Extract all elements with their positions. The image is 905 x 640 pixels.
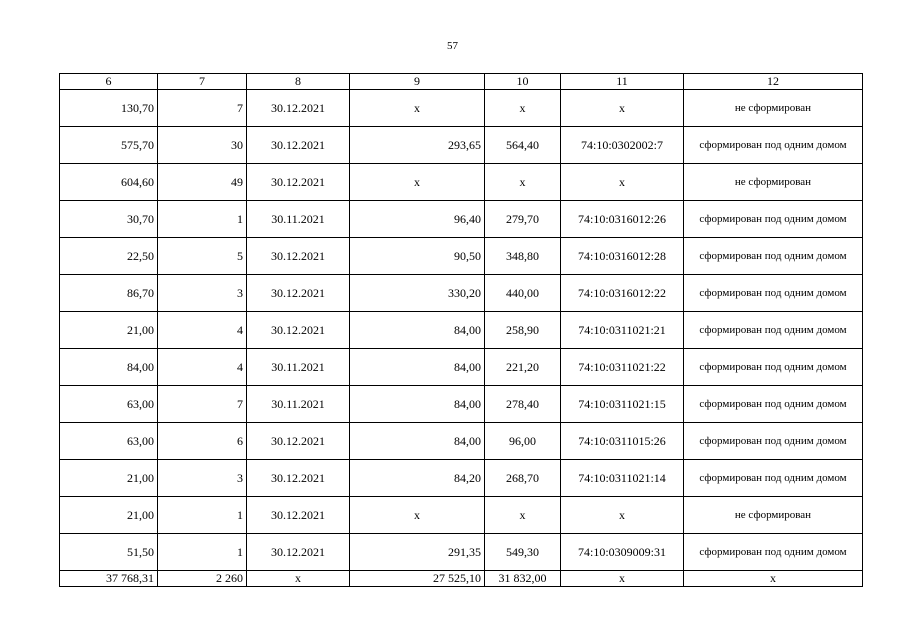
cell-count: 7 xyxy=(158,386,247,423)
column-header: 11 xyxy=(561,74,684,90)
cell-cadastral-number: 74:10:0302002:7 xyxy=(561,127,684,164)
cell-date: 30.11.2021 xyxy=(247,201,350,238)
cell-date: 30.12.2021 xyxy=(247,423,350,460)
cell-count: 4 xyxy=(158,349,247,386)
cell-value-10: 96,00 xyxy=(485,423,561,460)
total-cell: 27 525,10 xyxy=(350,571,485,587)
cell-value-10: 278,40 xyxy=(485,386,561,423)
column-header: 12 xyxy=(684,74,863,90)
cell-status: не сформирован xyxy=(684,90,863,127)
cell-value-10: 549,30 xyxy=(485,534,561,571)
table-row xyxy=(60,460,863,497)
cell-count: 6 xyxy=(158,423,247,460)
table-row xyxy=(60,127,863,164)
cell-status: сформирован под одним домом xyxy=(684,386,863,423)
table-row xyxy=(60,423,863,460)
cell-area: 604,60 xyxy=(60,164,158,201)
cell-date: 30.12.2021 xyxy=(247,497,350,534)
column-header: 8 xyxy=(247,74,350,90)
cell-status: сформирован под одним домом xyxy=(684,460,863,497)
cell-value-9: 84,00 xyxy=(350,386,485,423)
header-row xyxy=(60,74,863,90)
cell-cadastral-number: 74:10:0311021:15 xyxy=(561,386,684,423)
cell-status: сформирован под одним домом xyxy=(684,238,863,275)
cell-date: 30.12.2021 xyxy=(247,90,350,127)
cell-cadastral-number: 74:10:0309009:31 xyxy=(561,534,684,571)
cell-area: 51,50 xyxy=(60,534,158,571)
column-header: 9 xyxy=(350,74,485,90)
table-row xyxy=(60,164,863,201)
table-row xyxy=(60,497,863,534)
cell-area: 575,70 xyxy=(60,127,158,164)
cell-count: 1 xyxy=(158,534,247,571)
cell-value-9: 90,50 xyxy=(350,238,485,275)
cell-value-10: х xyxy=(485,497,561,534)
cell-value-10: 348,80 xyxy=(485,238,561,275)
cell-cadastral-number: х xyxy=(561,90,684,127)
cell-value-10: х xyxy=(485,164,561,201)
cell-status: сформирован под одним домом xyxy=(684,201,863,238)
cell-count: 4 xyxy=(158,312,247,349)
cell-status: сформирован под одним домом xyxy=(684,423,863,460)
cell-area: 21,00 xyxy=(60,497,158,534)
cell-area: 130,70 xyxy=(60,90,158,127)
cell-area: 63,00 xyxy=(60,386,158,423)
cell-value-9: 84,00 xyxy=(350,349,485,386)
total-cell: х xyxy=(561,571,684,587)
cell-status: сформирован под одним домом xyxy=(684,127,863,164)
cell-date: 30.12.2021 xyxy=(247,275,350,312)
cell-count: 1 xyxy=(158,201,247,238)
cell-count: 49 xyxy=(158,164,247,201)
cell-value-9: 84,00 xyxy=(350,423,485,460)
cell-cadastral-number: х xyxy=(561,164,684,201)
cell-value-10: 564,40 xyxy=(485,127,561,164)
cell-area: 30,70 xyxy=(60,201,158,238)
table-row xyxy=(60,238,863,275)
cell-cadastral-number: 74:10:0316012:22 xyxy=(561,275,684,312)
cell-value-10: 279,70 xyxy=(485,201,561,238)
cell-value-10: 440,00 xyxy=(485,275,561,312)
cell-value-9: 84,20 xyxy=(350,460,485,497)
cell-value-10: 258,90 xyxy=(485,312,561,349)
cell-value-9: 293,65 xyxy=(350,127,485,164)
cell-date: 30.12.2021 xyxy=(247,164,350,201)
cell-value-9: 330,20 xyxy=(350,275,485,312)
cell-value-9: х xyxy=(350,497,485,534)
cell-value-9: 96,40 xyxy=(350,201,485,238)
cell-status: не сформирован xyxy=(684,164,863,201)
cell-value-9: 291,35 xyxy=(350,534,485,571)
table-row xyxy=(60,201,863,238)
cell-count: 3 xyxy=(158,460,247,497)
cell-cadastral-number: 74:10:0311021:21 xyxy=(561,312,684,349)
cell-date: 30.12.2021 xyxy=(247,238,350,275)
total-cell: х xyxy=(247,571,350,587)
cell-status: сформирован под одним домом xyxy=(684,312,863,349)
cell-area: 21,00 xyxy=(60,312,158,349)
table-row xyxy=(60,386,863,423)
cell-date: 30.12.2021 xyxy=(247,460,350,497)
cell-cadastral-number: 74:10:0316012:28 xyxy=(561,238,684,275)
page-number: 57 xyxy=(447,40,458,52)
cell-cadastral-number: 74:10:0311021:22 xyxy=(561,349,684,386)
cell-area: 22,50 xyxy=(60,238,158,275)
cell-value-9: х xyxy=(350,164,485,201)
cell-count: 1 xyxy=(158,497,247,534)
cell-status: сформирован под одним домом xyxy=(684,534,863,571)
cell-cadastral-number: х xyxy=(561,497,684,534)
column-header: 10 xyxy=(485,74,561,90)
cell-count: 30 xyxy=(158,127,247,164)
total-cell: 2 260 xyxy=(158,571,247,587)
cell-date: 30.12.2021 xyxy=(247,127,350,164)
cell-count: 3 xyxy=(158,275,247,312)
cell-value-10: 221,20 xyxy=(485,349,561,386)
cell-status: сформирован под одним домом xyxy=(684,349,863,386)
total-cell: 37 768,31 xyxy=(60,571,158,587)
table-row xyxy=(60,349,863,386)
cell-value-9: 84,00 xyxy=(350,312,485,349)
cell-cadastral-number: 74:10:0311021:14 xyxy=(561,460,684,497)
cell-value-10: 268,70 xyxy=(485,460,561,497)
total-cell: 31 832,00 xyxy=(485,571,561,587)
cell-date: 30.12.2021 xyxy=(247,534,350,571)
cell-area: 21,00 xyxy=(60,460,158,497)
total-row xyxy=(60,571,863,587)
total-cell: х xyxy=(684,571,863,587)
cell-status: сформирован под одним домом xyxy=(684,275,863,312)
cell-date: 30.12.2021 xyxy=(247,312,350,349)
cell-date: 30.11.2021 xyxy=(247,349,350,386)
cell-cadastral-number: 74:10:0311015:26 xyxy=(561,423,684,460)
cell-status: не сформирован xyxy=(684,497,863,534)
table-row xyxy=(60,534,863,571)
cell-value-9: х xyxy=(350,90,485,127)
cell-area: 86,70 xyxy=(60,275,158,312)
cell-cadastral-number: 74:10:0316012:26 xyxy=(561,201,684,238)
cell-area: 63,00 xyxy=(60,423,158,460)
cell-count: 5 xyxy=(158,238,247,275)
table-row xyxy=(60,275,863,312)
cell-value-10: х xyxy=(485,90,561,127)
column-header: 7 xyxy=(158,74,247,90)
table-row xyxy=(60,312,863,349)
table-row xyxy=(60,90,863,127)
cell-area: 84,00 xyxy=(60,349,158,386)
cell-count: 7 xyxy=(158,90,247,127)
column-header: 6 xyxy=(60,74,158,90)
cell-date: 30.11.2021 xyxy=(247,386,350,423)
data-table xyxy=(59,73,863,587)
